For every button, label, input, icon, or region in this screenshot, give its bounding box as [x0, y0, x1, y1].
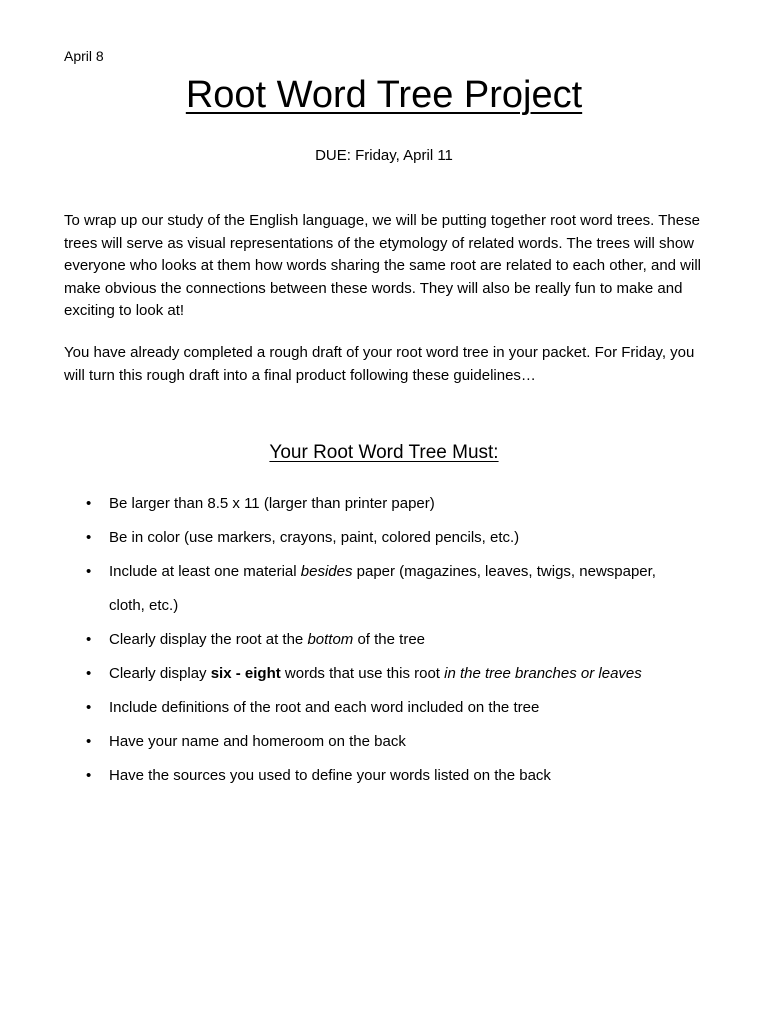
list-item-text: Have your name and homeroom on the back: [109, 733, 406, 750]
list-item-continuation: cloth, etc.): [109, 597, 179, 614]
requirements-heading: [0, 440, 768, 466]
list-item-text: Be in color (use markers, crayons, paint, colored pencils, etc.): [109, 529, 520, 546]
intro-paragraph: To wrap up our study of the English language, we will be putting together root word trees. These trees will serve as visual representations of the etymology of related words. The trees will show everyone who looks at them how words sharing the same root are related to each other, and will make obvious the connections between these words. They will also be really fun to make and exciting to look at!: [64, 212, 702, 319]
instructions-paragraph: You have already completed a rough draft of your root word tree in your packet. For Friday, you will turn this rough draft into a final product following these guidelines…: [64, 344, 695, 384]
bullet-icon: •: [86, 631, 92, 648]
list-item-text-start: Clearly display: [109, 665, 211, 682]
list-item-text-middle: words that use this root: [280, 665, 445, 682]
bullet-icon: •: [86, 529, 92, 546]
bullet-icon: •: [86, 767, 92, 784]
requirements-list: [64, 487, 714, 793]
requirements-heading-text: Your Root Word Tree Must:: [269, 442, 499, 463]
bullet-icon: •: [86, 495, 92, 512]
list-item: [64, 521, 714, 555]
list-item-text-start: Clearly display the root at the: [109, 631, 308, 648]
list-item: [64, 657, 714, 691]
list-item-bold: six - eight: [210, 665, 281, 682]
list-item-emphasis: bottom: [307, 631, 354, 648]
list-item: [64, 759, 714, 793]
list-item-text: Include definitions of the root and each word included on the tree: [109, 699, 540, 716]
list-item: [64, 555, 714, 623]
page-title: [0, 70, 768, 120]
list-item-text: Be larger than 8.5 x 11 (larger than printer paper): [109, 495, 435, 512]
list-item: [64, 623, 714, 657]
list-item-emphasis: in the tree branches or leaves: [444, 665, 642, 682]
bullet-icon: •: [86, 563, 92, 580]
bullet-icon: •: [86, 665, 92, 682]
list-item-text-start: Include at least one material: [109, 563, 301, 580]
bullet-icon: •: [86, 699, 92, 716]
list-item: [64, 691, 714, 725]
page-title-text: Root Word Tree Project: [185, 74, 583, 116]
list-item-text-end: of the tree: [353, 631, 426, 648]
list-item-text: Have the sources you used to define your words listed on the back: [109, 767, 551, 784]
list-item: [64, 487, 714, 521]
list-item-emphasis: besides: [300, 563, 353, 580]
due-date: DUE: Friday, April 11: [315, 147, 453, 164]
document-date: April 8: [64, 48, 104, 64]
list-item-text-end: paper (magazines, leaves, twigs, newspaper,: [352, 563, 656, 580]
list-item: [64, 725, 714, 759]
bullet-icon: •: [86, 733, 92, 750]
